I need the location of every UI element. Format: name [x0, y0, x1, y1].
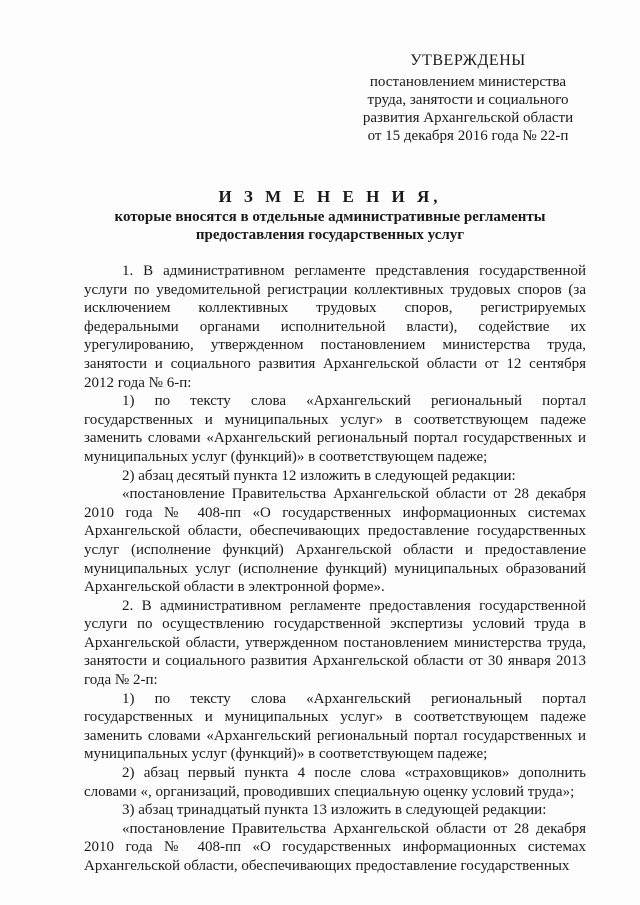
paragraph: 1. В административном регламенте представления государственной услуги по уведомительной регистрации коллективных трудовых споров (за исключением коллективных трудовых споров, регистрируемых федеральными органами исполнительной власти), содействие их урегулированию, утвержденном постановлением министерства труда, занятости и социального развития Архангельской области от 12 сентября 2012 года № 6-п: — [84, 263, 586, 391]
paragraph: «постановление Правительства Архангельской области от 28 декабря 2010 года № 408-пп «О государственных информационных системах Архангельской области, обеспечивающих предоставление государственных услуг (исполнение функций) Архангельской области и предоставление муниципальных услуг (исполнение функций) муниципальных образований Архангельской области в электронной форме». — [84, 486, 586, 596]
paragraph: 2. В административном регламенте предоставления государственной услуги по осуществлению государственной экспертизы условий труда в Архангельской области, утвержденном постановлением министерства труда, занятости и социального развития Архангельской области от 30 января 2013 года № 2-п: — [84, 597, 586, 689]
approval-stamp-block — [348, 52, 588, 145]
document-title: И З М Е Н Е Н И Я, — [218, 187, 442, 206]
paragraph: 1) по тексту слова «Архангельский региональный портал государственных и муниципальных услуг» в соответствующем падеже заменить словами «Архангельский региональный портал государственных и муниципальных услуг (функций)» в соответствующем падеже; — [84, 393, 586, 465]
document-title-block — [70, 186, 590, 244]
paragraph: 1) по тексту слова «Архангельский региональный портал государственных и муниципальных услуг» в соответствующем падеже заменить словами «Архангельский региональный портал государственных и муниципальных услуг (функций)» в соответствующем падеже; — [84, 690, 586, 763]
approval-line: постановлением министерства — [369, 74, 567, 90]
document-subtitle-line: которые вносятся в отдельные административные регламенты — [114, 209, 546, 225]
paragraph: 3) абзац тринадцатый пункта 13 изложить в следующей редакции: — [122, 802, 547, 819]
paragraph: 2) абзац десятый пункта 12 изложить в следующей редакции: — [122, 467, 516, 484]
approval-line: труда, занятости и социального — [367, 92, 569, 108]
approval-line: от 15 декабря 2016 года № 22-п — [367, 128, 569, 144]
approval-heading: УТВЕРЖДЕНЫ — [410, 52, 526, 69]
document-subtitle-line: предоставления государственных услуг — [195, 227, 465, 243]
approval-line: развития Архангельской области — [362, 110, 574, 126]
paragraph: 2) абзац первый пункта 4 после слова «страховщиков» дополнить словами «, организаций, проводивших специальную оценку условий труда»; — [84, 765, 586, 800]
document-body — [84, 262, 586, 876]
paragraph: «постановление Правительства Архангельской области от 28 декабря 2010 года № 408-пп «О государственных информационных системах Архангельской области, обеспечивающих предоставление государственных — [84, 820, 586, 874]
